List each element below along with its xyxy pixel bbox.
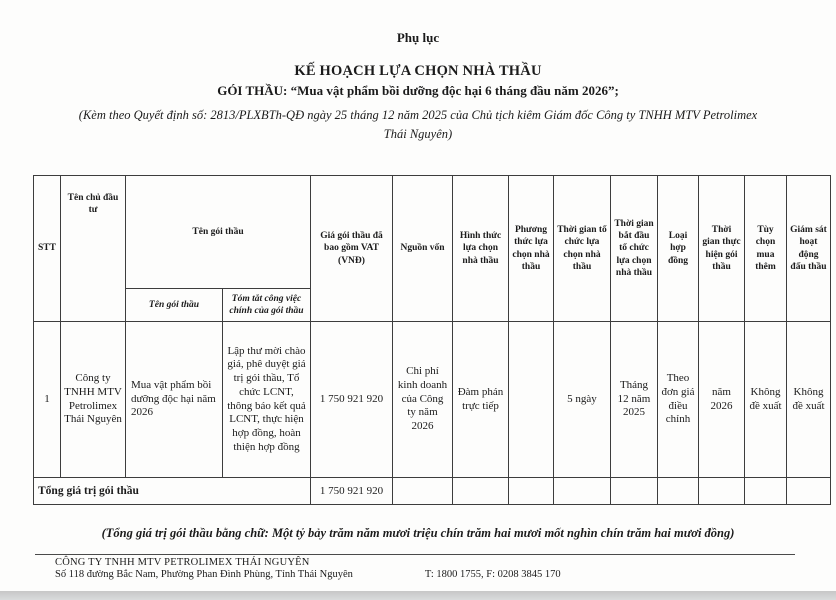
footer-address-line — [35, 569, 795, 580]
header-row-1 — [34, 176, 831, 289]
col-header-investor: Tên chủ đầu tư — [61, 176, 126, 322]
footer-divider — [35, 554, 795, 555]
col-header-package-group: Tên gói thầu — [126, 176, 311, 289]
cell-price: 1 750 921 920 — [311, 322, 393, 478]
col-header-price: Giá gói thầu đã bao gồm VAT (VNĐ) — [311, 176, 393, 322]
cell-stt: 1 — [34, 322, 61, 478]
scan-bottom-edge — [0, 591, 836, 600]
col-header-selection-form: Hình thức lựa chọn nhà thầu — [453, 176, 509, 322]
cell-contract-type: Theo đơn giá điều chỉnh — [658, 322, 699, 478]
document-footer — [35, 554, 795, 580]
cell-exec-time: năm 2026 — [699, 322, 745, 478]
footer-contact: T: 1800 1755, F: 0208 3845 170 — [424, 569, 561, 580]
cell-purchase-option: Không đề xuất — [745, 322, 787, 478]
col-header-purchase-option: Tùy chọn mua thêm — [745, 176, 787, 322]
cell-fund: Chi phí kinh doanh của Công ty năm 2026 — [393, 322, 453, 478]
col-header-fund: Nguồn vốn — [393, 176, 453, 322]
total-value: 1 750 921 920 — [311, 478, 393, 505]
document-header — [0, 0, 836, 145]
cell-investor: Công ty TNHH MTV Petrolimex Thái Nguyên — [61, 322, 126, 478]
cell-package-name: Mua vật phẩm bồi dưỡng độc hại năm 2026 — [126, 322, 223, 478]
subcol-header-summary: Tóm tắt công việc chính của gói thầu — [223, 289, 311, 322]
amount-in-words: (Tổng giá trị gói thầu bằng chữ: Một tỷ bảy trăm năm mươi triệu chín trăm hai mươi mốt nghìn chín trăm hai mươi đồng) — [101, 526, 735, 540]
package-subtitle: GÓI THẦU: “Mua vật phẩm bồi dưỡng độc hại 6 tháng đầu năm 2026”; — [217, 83, 619, 98]
total-row — [34, 478, 831, 505]
col-header-stt: STT — [34, 176, 61, 322]
cell-selection-form: Đàm phán trực tiếp — [453, 322, 509, 478]
cell-start-time: Tháng 12 năm 2025 — [611, 322, 658, 478]
col-header-selection-method: Phương thức lựa chọn nhà thầu — [509, 176, 554, 322]
footer-address: Số 118 đường Bắc Nam, Phường Phan Đình Phùng, Tỉnh Thái Nguyên — [55, 569, 353, 580]
page-title: KẾ HOẠCH LỰA CHỌN NHÀ THẦU — [294, 63, 542, 79]
col-header-bid-monitoring: Giám sát hoạt động đấu thầu — [787, 176, 831, 322]
table-row — [34, 322, 831, 478]
cell-organize-time: 5 ngày — [554, 322, 611, 478]
col-header-organize-time: Thời gian tổ chức lựa chọn nhà thầu — [554, 176, 611, 322]
footer-company-name: CÔNG TY TNHH MTV PETROLIMEX THÁI NGUYÊN — [55, 557, 310, 568]
total-label: Tổng giá trị gói thầu — [34, 478, 311, 505]
subcol-header-package-name: Tên gói thầu — [126, 289, 223, 322]
col-header-start-time: Thời gian bắt đầu tổ chức lựa chọn nhà thầu — [611, 176, 658, 322]
col-header-contract-type: Loại hợp đồng — [658, 176, 699, 322]
cell-bid-monitoring: Không đề xuất — [787, 322, 831, 478]
decision-note: (Kèm theo Quyết định số: 2813/PLXBTh-QĐ ngày 25 tháng 12 năm 2025 của Chủ tịch kiêm Giám đốc Công ty TNHH MTV Petrolimex Thái Nguyên) — [78, 108, 758, 142]
appendix-label: Phụ lục — [396, 30, 440, 45]
procurement-plan-table — [33, 175, 831, 505]
cell-summary: Lập thư mời chào giá, phê duyệt giá trị gói thầu, Tổ chức LCNT, thông báo kết quả LCNT, thực hiện hợp đồng, hoàn thiện hợp đồng — [223, 322, 311, 478]
cell-selection-method — [509, 322, 554, 478]
col-header-exec-time: Thời gian thực hiện gói thầu — [699, 176, 745, 322]
